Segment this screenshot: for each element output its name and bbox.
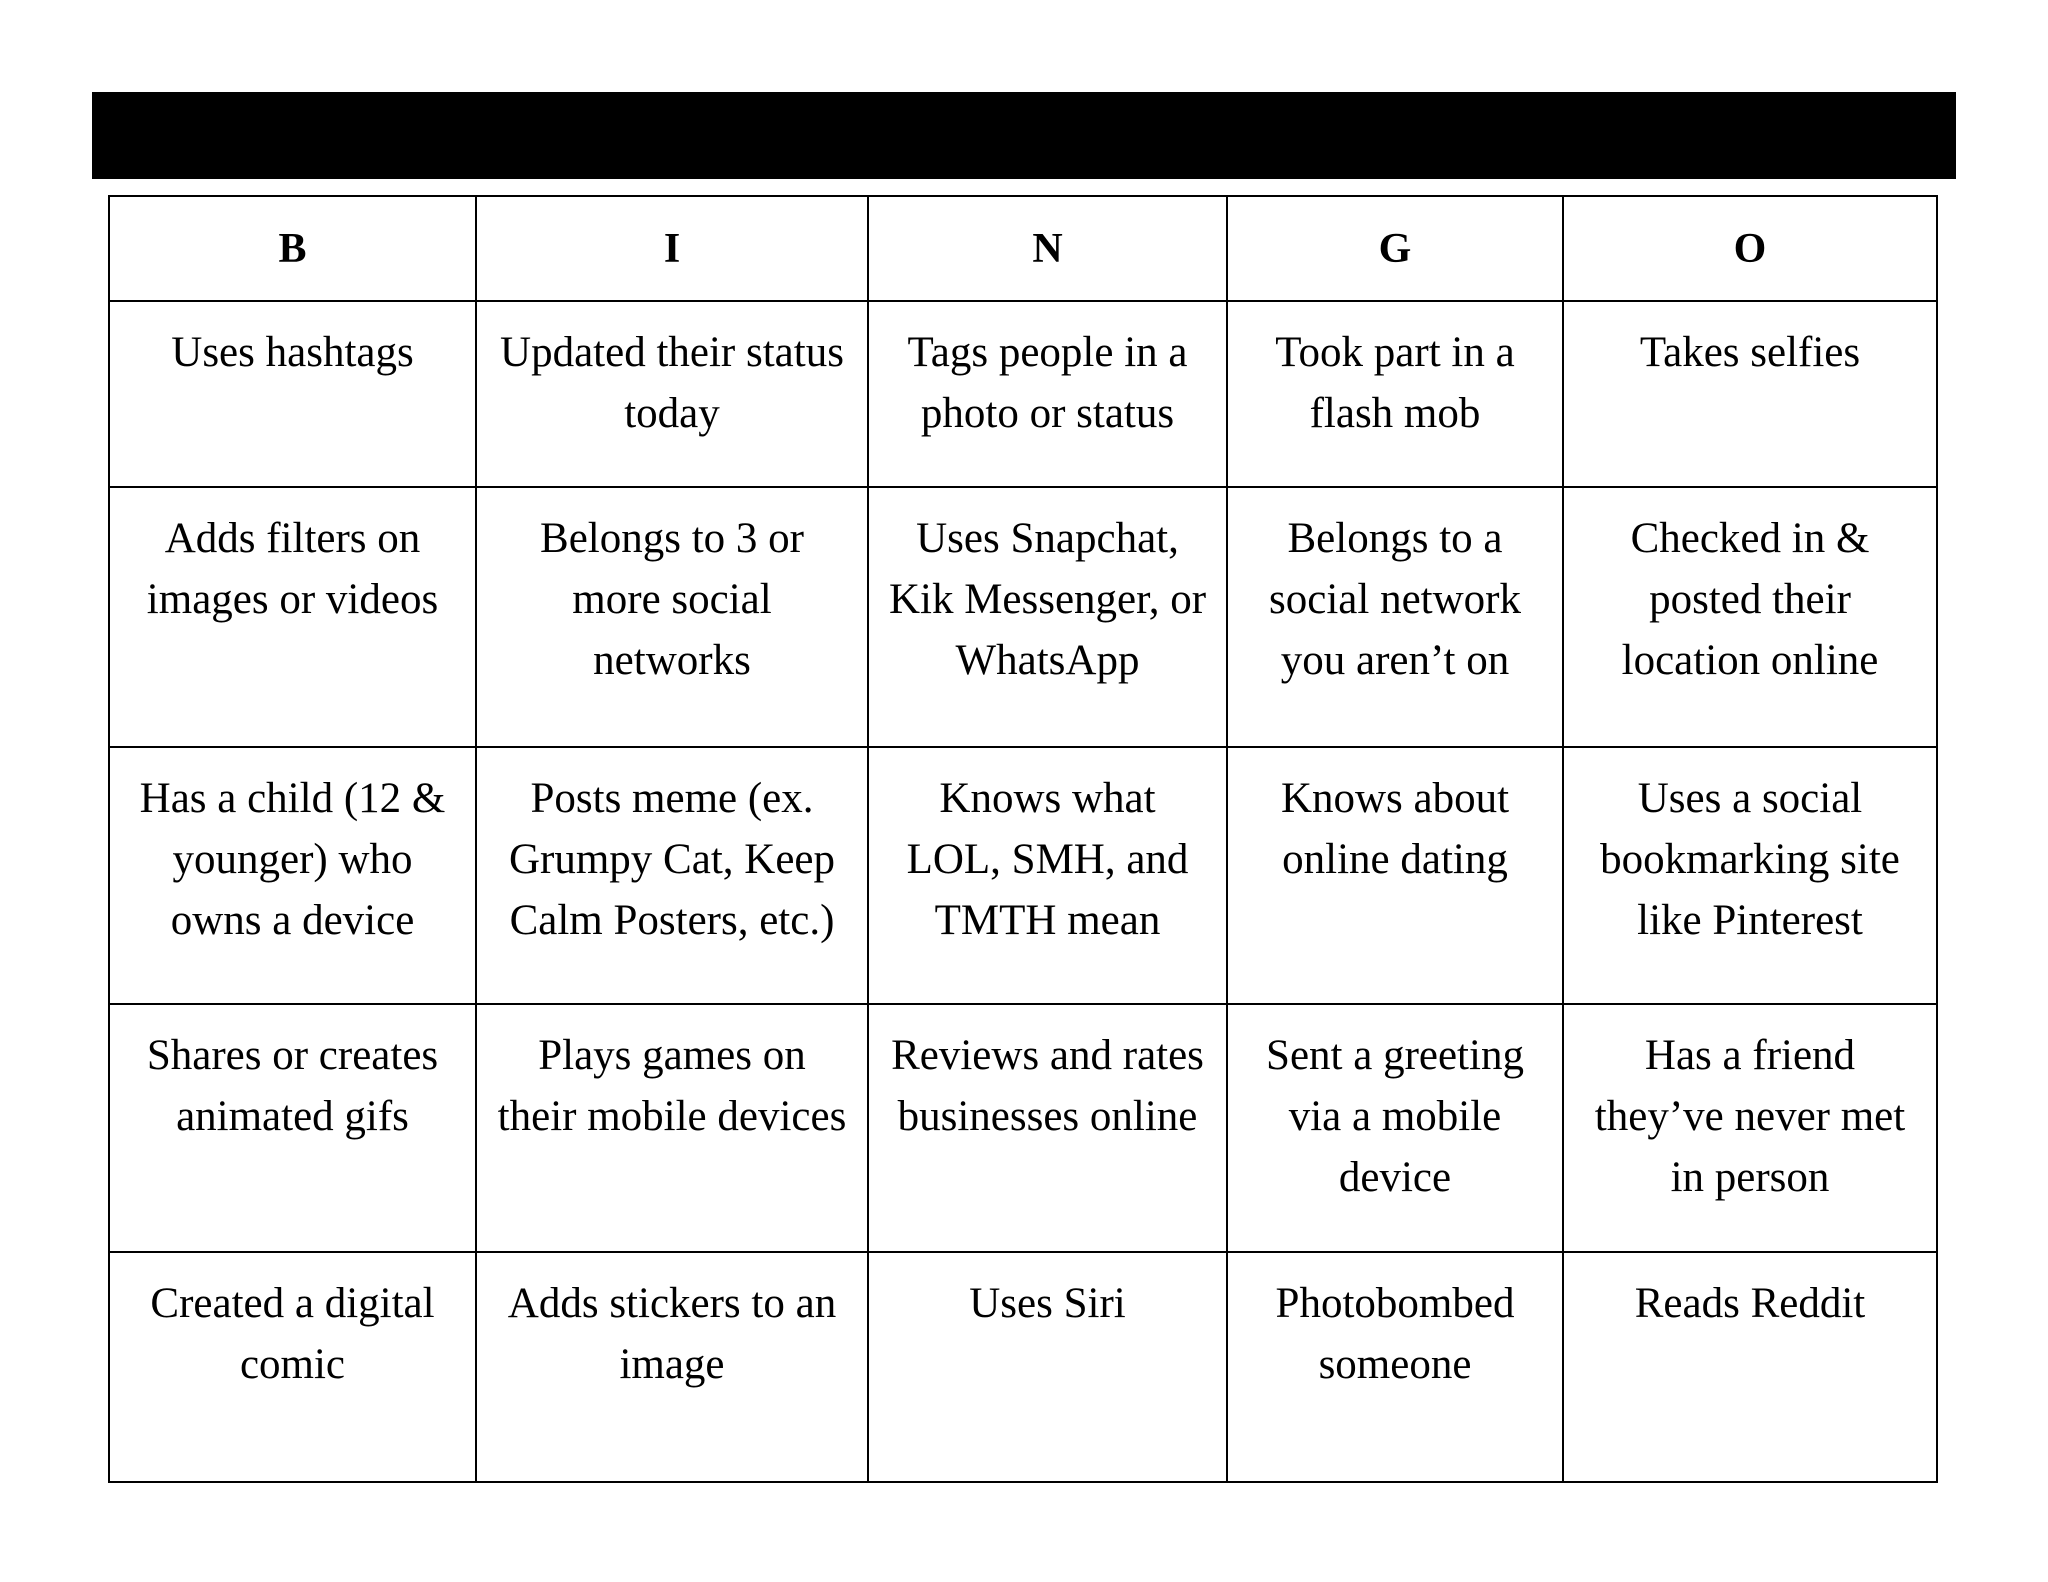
cell-text: Took part in a flash mob [1275, 329, 1515, 437]
bingo-cell [476, 1004, 868, 1252]
bingo-cell [109, 1004, 476, 1252]
cell-text: Belongs to a social network you aren’t on [1269, 515, 1521, 684]
cell-text: Tags people in a photo or status [907, 329, 1188, 437]
cell-text: Plays games on their mobile devices [497, 1032, 847, 1140]
bingo-card [108, 195, 1938, 1483]
cell-text: Belongs to 3 or more social networks [540, 515, 804, 684]
table-row [109, 1004, 1937, 1252]
bingo-cell [109, 747, 476, 1004]
cell-text: Checked in & posted their location online [1621, 515, 1879, 684]
cell-text: Has a friend they’ve never met in person [1594, 1032, 1906, 1201]
cell-text: Uses Siri [969, 1280, 1126, 1327]
cell-text: Knows about online dating [1280, 775, 1510, 883]
bingo-cell [109, 301, 476, 487]
table-row [109, 301, 1937, 487]
bingo-cell [109, 487, 476, 747]
bingo-cell [1563, 1004, 1937, 1252]
bingo-cell [868, 1252, 1227, 1482]
bingo-cell [476, 747, 868, 1004]
bingo-cell [1563, 747, 1937, 1004]
title-bar [92, 92, 1956, 179]
bingo-cell [476, 487, 868, 747]
cell-text: Adds filters on images or videos [146, 515, 439, 623]
cell-text: Uses hashtags [171, 329, 414, 376]
cell-text: Adds stickers to an image [507, 1280, 837, 1388]
bingo-cell [868, 747, 1227, 1004]
cell-text: Reviews and rates businesses online [891, 1032, 1204, 1140]
table-row [109, 1252, 1937, 1482]
bingo-cell [109, 1252, 476, 1482]
cell-text: Takes selfies [1639, 329, 1861, 376]
bingo-cell [1227, 1004, 1563, 1252]
table-row [109, 487, 1937, 747]
cell-text: Uses a social bookmarking site like Pinterest [1600, 775, 1900, 944]
cell-text: Created a digital comic [150, 1280, 435, 1388]
column-header-o: O [1563, 196, 1937, 301]
bingo-cell [476, 301, 868, 487]
cell-text: Has a child (12 & younger) who owns a device [139, 775, 446, 944]
cell-text: Photobombed someone [1275, 1280, 1515, 1388]
cell-text: Uses Snapchat, Kik Messenger, or WhatsApp [888, 515, 1207, 684]
column-header-i: I [476, 196, 868, 301]
bingo-cell [1563, 487, 1937, 747]
column-header-b: B [109, 196, 476, 301]
bingo-cell [476, 1252, 868, 1482]
column-header-g: G [1227, 196, 1563, 301]
cell-text: Updated their status today [500, 329, 844, 437]
bingo-cell [1563, 301, 1937, 487]
cell-text: Shares or creates animated gifs [146, 1032, 439, 1140]
bingo-cell [868, 487, 1227, 747]
header-row [109, 196, 1937, 301]
cell-text: Posts meme (ex. Grumpy Cat, Keep Calm Posters, etc.) [508, 775, 835, 944]
bingo-cell [868, 1004, 1227, 1252]
cell-text: Sent a greeting via a mobile device [1266, 1032, 1524, 1201]
bingo-cell [868, 301, 1227, 487]
bingo-cell [1227, 487, 1563, 747]
column-header-n: N [868, 196, 1227, 301]
bingo-cell [1563, 1252, 1937, 1482]
bingo-cell [1227, 1252, 1563, 1482]
bingo-cell [1227, 747, 1563, 1004]
cell-text: Knows what LOL, SMH, and TMTH mean [906, 775, 1189, 944]
bingo-cell [1227, 301, 1563, 487]
table-row [109, 747, 1937, 1004]
cell-text: Reads Reddit [1634, 1280, 1866, 1327]
